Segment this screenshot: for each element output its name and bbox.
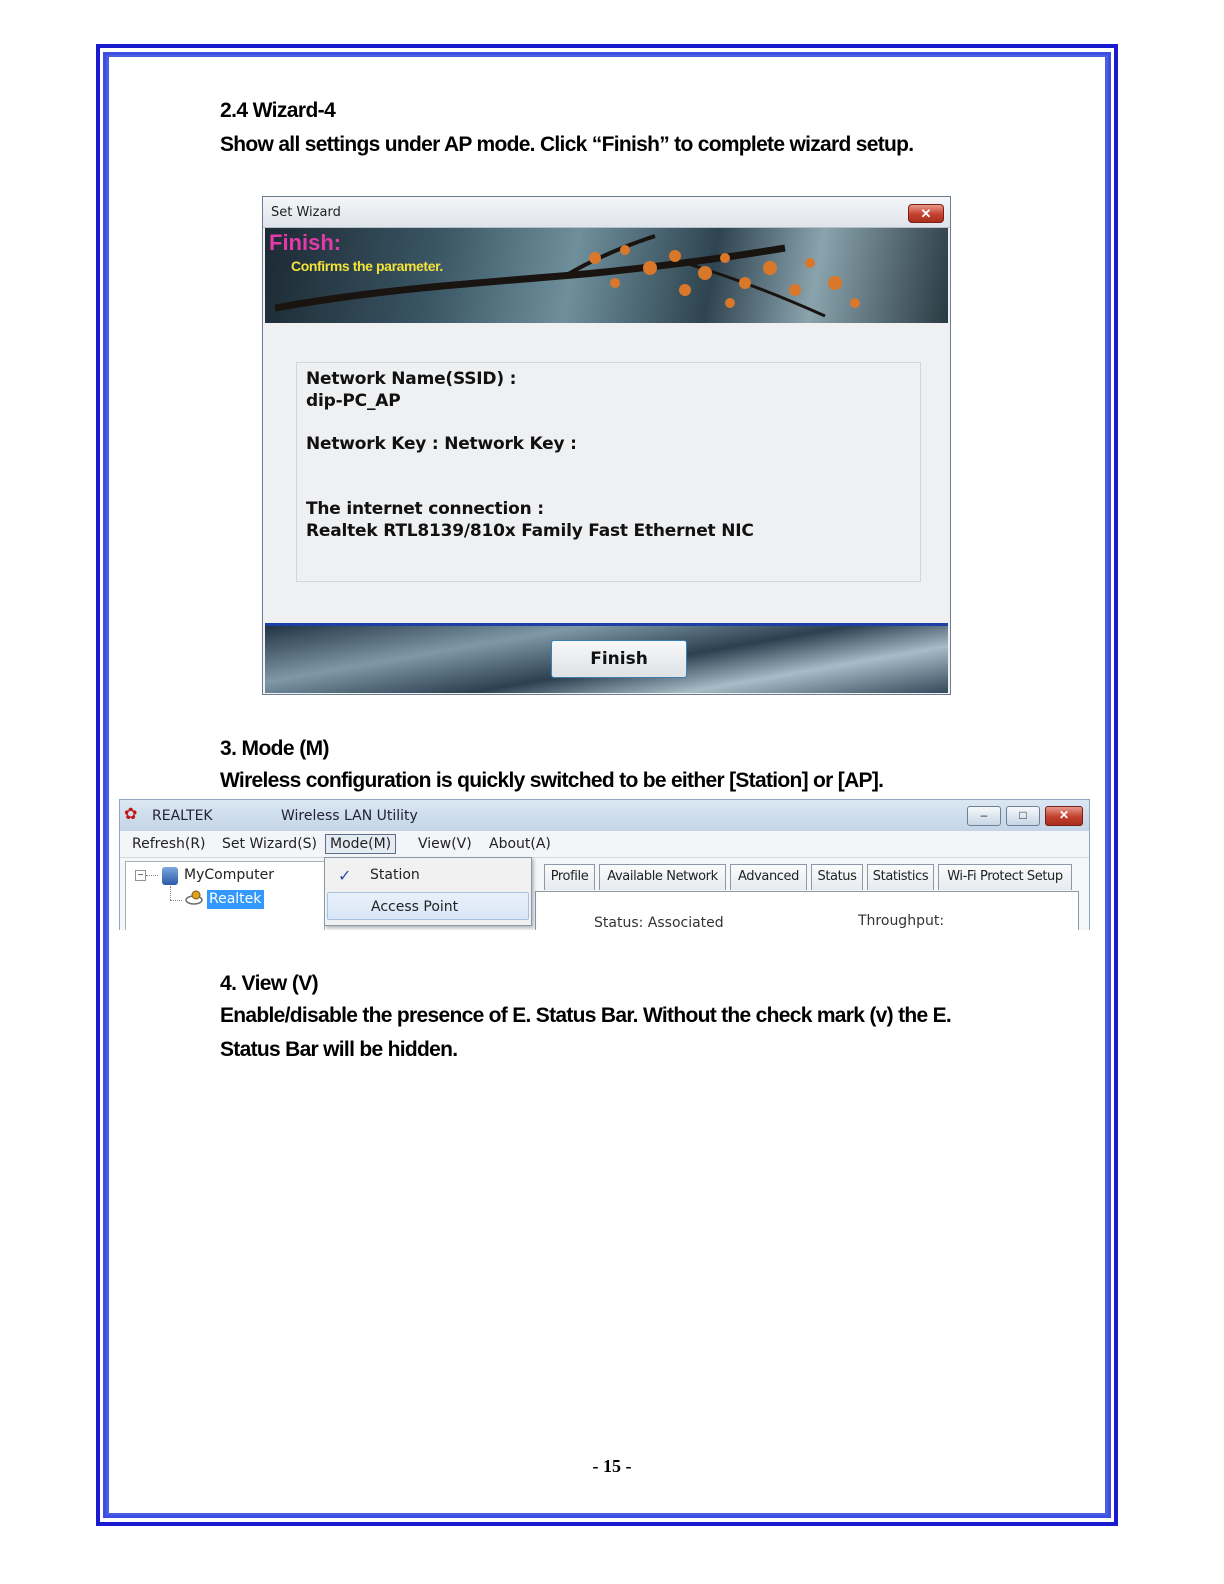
menu-set-wizard[interactable]: Set Wizard(S)	[222, 836, 317, 852]
menu-bar	[120, 831, 1089, 858]
network-key-line: Network Key : Network Key :	[306, 434, 577, 454]
section-text-view-line1: Enable/disable the presence of E. Status Bar. Without the check mark (v) the E.	[220, 1004, 952, 1027]
settings-summary-panel	[296, 362, 921, 582]
throughput-label: Throughput:	[858, 913, 945, 929]
section-text-mode: Wireless configuration is quickly switched to be either [Station] or [AP].	[220, 769, 884, 792]
ssid-label: Network Name(SSID) :	[306, 369, 517, 389]
menu-mode[interactable]: Mode(M)	[325, 834, 396, 854]
maximize-button[interactable]: □	[1006, 806, 1040, 826]
dialog-titlebar	[263, 197, 950, 228]
realtek-logo-icon: ✿	[124, 806, 138, 823]
section-heading-wizard-4: 2.4 Wizard-4	[220, 99, 336, 122]
close-button[interactable]: ✕	[908, 204, 944, 223]
tree-connector	[146, 875, 158, 876]
finish-button[interactable]: Finish	[551, 640, 687, 678]
wizard-footer	[265, 623, 948, 693]
menu-refresh[interactable]: Refresh(R)	[132, 836, 206, 852]
menu-item-label: Access Point	[371, 899, 459, 915]
network-adapter-icon	[184, 890, 204, 906]
section-heading-mode: 3. Mode (M)	[220, 737, 329, 760]
ssid-value: dip-PC_AP	[306, 391, 401, 411]
tree-connector	[170, 900, 182, 901]
banner-title: Finish:	[269, 230, 342, 255]
window-titlebar	[120, 800, 1089, 831]
tab-status[interactable]: Status	[811, 864, 863, 890]
window-title-app: Wireless LAN Utility	[281, 808, 418, 824]
menu-item-station[interactable]	[327, 861, 529, 889]
wireless-lan-utility-window	[119, 799, 1090, 930]
mode-dropdown-menu	[324, 857, 532, 926]
section-heading-view: 4. View (V)	[220, 972, 319, 995]
dialog-title: Set Wizard	[271, 205, 341, 220]
text-part: Show all settings under AP mode. Click “	[220, 133, 602, 156]
check-icon: ✓	[338, 866, 352, 885]
minimize-button[interactable]: –	[967, 806, 1001, 826]
tree-branch-image	[265, 228, 948, 323]
section-text-wizard-4	[220, 128, 913, 162]
set-wizard-dialog	[262, 196, 951, 695]
tab-available-network[interactable]: Available Network	[599, 864, 726, 890]
window-title-brand: REALTEK	[152, 808, 213, 824]
wizard-banner	[265, 228, 948, 323]
tab-profile[interactable]: Profile	[544, 864, 595, 890]
tab-advanced[interactable]: Advanced	[730, 864, 807, 890]
menu-about[interactable]: About(A)	[489, 836, 551, 852]
banner-subtitle: Confirms the parameter.	[291, 258, 443, 274]
tree-item-realtek[interactable]: Realtek	[207, 890, 264, 909]
tree-item-mycomputer[interactable]: MyComputer	[184, 867, 274, 883]
close-button[interactable]: ✕	[1045, 806, 1083, 826]
status-text: Status: Associated	[594, 915, 724, 930]
tab-wifi-protect-setup[interactable]: Wi-Fi Protect Setup	[938, 864, 1072, 890]
text-bold-finish: Finish	[601, 133, 660, 156]
collapse-icon[interactable]: −	[135, 870, 146, 881]
computer-icon	[162, 867, 178, 885]
internet-connection-label: The internet connection :	[306, 499, 544, 519]
section-text-view-line2: Status Bar will be hidden.	[220, 1038, 458, 1061]
page-number: - 15 -	[592, 1456, 632, 1476]
menu-item-access-point[interactable]	[327, 892, 529, 920]
internet-connection-value: Realtek RTL8139/810x Family Fast Ethernet NIC	[306, 521, 754, 541]
tree-connector	[170, 886, 171, 900]
menu-item-label: Station	[370, 867, 420, 883]
tab-statistics[interactable]: Statistics	[867, 864, 934, 890]
text-part: ” to complete wizard setup.	[659, 133, 914, 156]
device-tree	[125, 861, 325, 930]
menu-view[interactable]: View(V)	[418, 836, 472, 852]
